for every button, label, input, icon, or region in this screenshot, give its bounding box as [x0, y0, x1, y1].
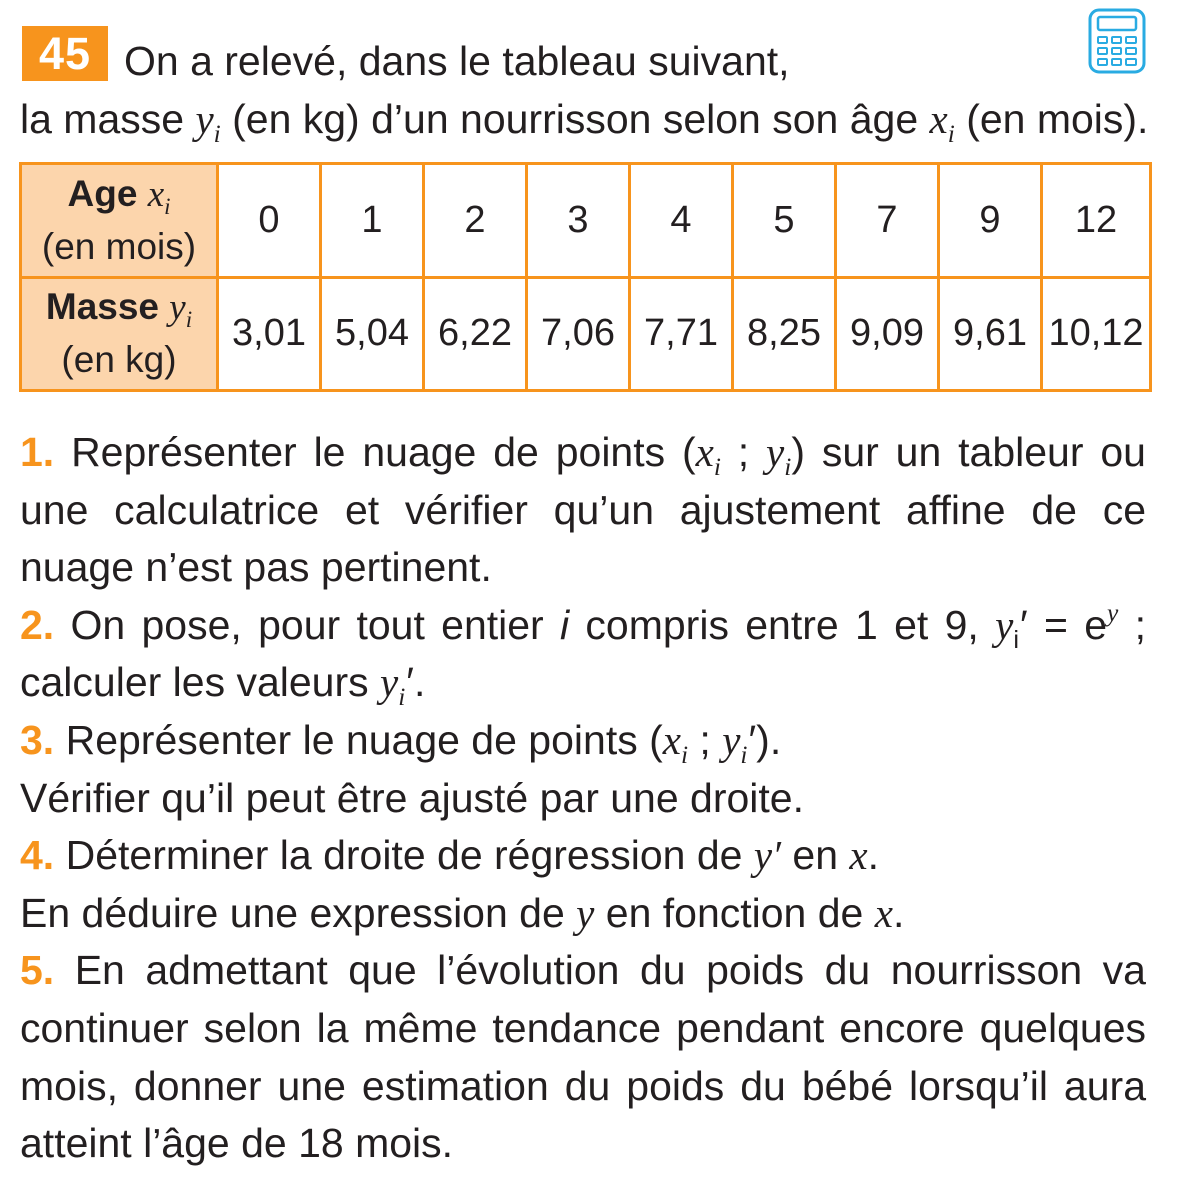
age-mass-table — [19, 162, 1152, 392]
mass-cell: 6,22 — [424, 277, 527, 391]
age-cell: 5 — [733, 164, 836, 278]
age-cell: 1 — [321, 164, 424, 278]
question-number: 4. — [20, 832, 55, 879]
age-cell: 9 — [939, 164, 1042, 278]
mass-header-cell: Masse $y_i$ (en kg) — [21, 277, 218, 391]
question-4: 4. Déterminer la droite de régression de y′ en x. En déduire une expression de y en fonction de x. — [20, 832, 905, 936]
question-number: 3. — [20, 716, 55, 763]
age-cell: 12 — [1042, 164, 1151, 278]
calculator-icon — [1088, 8, 1146, 74]
mass-cell: 9,61 — [939, 277, 1042, 391]
mass-cell: 7,71 — [630, 277, 733, 391]
question-2: 2. On pose, pour tout entier i compris entre 1 et 9, $y_i' = e^y$ ; calculer les valeurs $y_i'$. — [20, 599, 1146, 712]
age-cell: 7 — [836, 164, 939, 278]
age-cell: 3 — [527, 164, 630, 278]
exercise-number-badge: 45 — [22, 26, 108, 81]
age-cell: 4 — [630, 164, 733, 278]
question-number: 1. — [20, 429, 55, 475]
mass-cell: 10,12 — [1042, 277, 1151, 391]
age-header-cell: Age $x_i$ (en mois) — [21, 164, 218, 278]
questions — [20, 424, 1146, 1173]
mass-cell: 5,04 — [321, 277, 424, 391]
age-cell: 0 — [218, 164, 321, 278]
mass-cell: 3,01 — [218, 277, 321, 391]
question-number: 5. — [20, 947, 55, 994]
mass-cell: 7,06 — [527, 277, 630, 391]
mass-row — [21, 277, 1151, 391]
question-1: 1. Représenter le nuage de points ($x_i$ ; $y_i$) sur un tableur ou une calculatrice et vérifier qu’un ajustement affine de ce nuage n’est pas pertinent. — [20, 429, 1146, 591]
mass-cell: 9,09 — [836, 277, 939, 391]
mass-cell: 8,25 — [733, 277, 836, 391]
age-row — [21, 164, 1151, 278]
age-cell: 2 — [424, 164, 527, 278]
question-number: 2. — [20, 601, 55, 648]
intro-line-1: On a relevé, dans le tableau suivant, — [124, 38, 790, 84]
question-3: 3. Représenter le nuage de points ($x_i$ ; $y_i'$). Vérifier qu’il peut être ajusté par une droite. — [20, 716, 805, 821]
question-5: 5. En admettant que l’évolution du poids du nourrisson va continuer selon la même tendance pendant encore quelques mois, donner une estimation du poids du bébé lorsqu’il aura atteint l’âge de 18 mois. — [20, 947, 1146, 1167]
intro-line-2: la masse $y_i$ (en kg) d’un nourrisson selon son âge $x_i$ (en mois). — [20, 96, 1149, 148]
